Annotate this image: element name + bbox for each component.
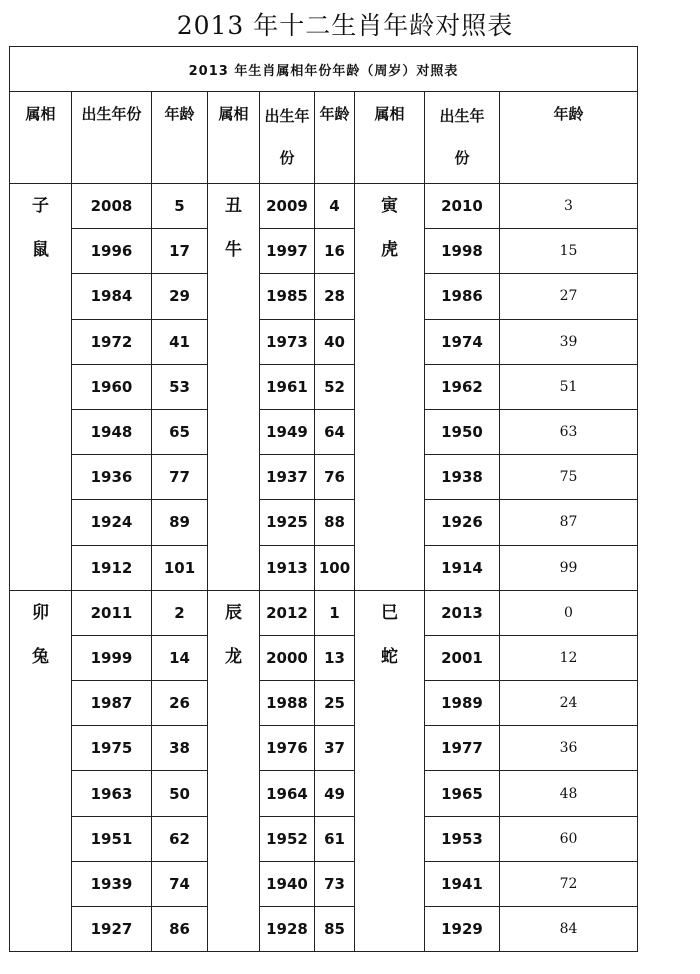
zodiac-char: 丑 bbox=[225, 196, 242, 216]
birth-year-cell: 1987 bbox=[72, 681, 152, 726]
birth-year-cell: 1989 bbox=[425, 681, 500, 726]
age-cell: 61 bbox=[315, 816, 355, 861]
age-cell: 36 bbox=[500, 726, 638, 771]
birth-year-cell: 1976 bbox=[260, 726, 315, 771]
age-cell: 15 bbox=[500, 229, 638, 274]
header-zodiac-2: 属相 bbox=[208, 92, 260, 184]
birth-year-cell: 1929 bbox=[425, 907, 500, 952]
age-cell: 49 bbox=[315, 771, 355, 816]
age-cell: 27 bbox=[500, 274, 638, 319]
age-cell: 40 bbox=[315, 319, 355, 364]
table-row bbox=[10, 274, 638, 319]
age-cell: 64 bbox=[315, 409, 355, 454]
birth-year-cell: 1998 bbox=[425, 229, 500, 274]
zodiac-char: 寅 bbox=[381, 196, 398, 216]
age-cell: 1 bbox=[315, 590, 355, 635]
birth-year-cell: 1950 bbox=[425, 409, 500, 454]
birth-year-cell: 1997 bbox=[260, 229, 315, 274]
birth-year-cell: 1964 bbox=[260, 771, 315, 816]
header-age-3: 年龄 bbox=[500, 92, 638, 184]
age-cell: 62 bbox=[152, 816, 208, 861]
birth-year-cell: 1940 bbox=[260, 861, 315, 906]
zodiac-char: 辰 bbox=[225, 602, 242, 623]
zodiac-cell bbox=[10, 184, 72, 591]
age-cell: 89 bbox=[152, 500, 208, 545]
birth-year-cell: 1914 bbox=[425, 545, 500, 590]
zodiac-char: 龙 bbox=[225, 646, 242, 667]
zodiac-char: 卯 bbox=[32, 602, 49, 623]
age-cell: 53 bbox=[152, 364, 208, 409]
birth-year-cell: 2008 bbox=[72, 184, 152, 229]
age-cell: 4 bbox=[315, 184, 355, 229]
birth-year-cell: 1985 bbox=[260, 274, 315, 319]
birth-year-cell: 2000 bbox=[260, 635, 315, 680]
zodiac-char: 兔 bbox=[32, 646, 49, 667]
age-cell: 24 bbox=[500, 681, 638, 726]
zodiac-age-table-container bbox=[9, 46, 637, 952]
birth-year-cell: 1963 bbox=[72, 771, 152, 816]
table-row bbox=[10, 816, 638, 861]
birth-year-cell: 1962 bbox=[425, 364, 500, 409]
zodiac-cell bbox=[355, 590, 425, 952]
header-birth-year-2: 出生年份 bbox=[260, 92, 315, 184]
age-cell: 73 bbox=[315, 861, 355, 906]
birth-year-cell: 1913 bbox=[260, 545, 315, 590]
zodiac-cell bbox=[208, 590, 260, 952]
table-row bbox=[10, 590, 638, 635]
age-cell: 60 bbox=[500, 816, 638, 861]
birth-year-cell: 1927 bbox=[72, 907, 152, 952]
age-cell: 25 bbox=[315, 681, 355, 726]
table-row bbox=[10, 229, 638, 274]
zodiac-char: 牛 bbox=[225, 240, 242, 260]
age-cell: 51 bbox=[500, 364, 638, 409]
birth-year-cell: 1912 bbox=[72, 545, 152, 590]
age-cell: 85 bbox=[315, 907, 355, 952]
birth-year-cell: 1960 bbox=[72, 364, 152, 409]
age-cell: 101 bbox=[152, 545, 208, 590]
birth-year-cell: 1952 bbox=[260, 816, 315, 861]
birth-year-cell: 1939 bbox=[72, 861, 152, 906]
age-cell: 84 bbox=[500, 907, 638, 952]
age-cell: 0 bbox=[500, 590, 638, 635]
header-birth-year-3: 出生年份 bbox=[425, 92, 500, 184]
header-zodiac-3: 属相 bbox=[355, 92, 425, 184]
birth-year-cell: 1937 bbox=[260, 455, 315, 500]
birth-year-cell: 2010 bbox=[425, 184, 500, 229]
age-cell: 41 bbox=[152, 319, 208, 364]
birth-year-cell: 2001 bbox=[425, 635, 500, 680]
table-row bbox=[10, 184, 638, 229]
table-row bbox=[10, 319, 638, 364]
zodiac-age-table bbox=[9, 46, 638, 952]
birth-year-cell: 1973 bbox=[260, 319, 315, 364]
table-row bbox=[10, 500, 638, 545]
age-cell: 76 bbox=[315, 455, 355, 500]
age-cell: 52 bbox=[315, 364, 355, 409]
table-row bbox=[10, 455, 638, 500]
age-cell: 99 bbox=[500, 545, 638, 590]
birth-year-cell: 1996 bbox=[72, 229, 152, 274]
age-cell: 16 bbox=[315, 229, 355, 274]
birth-year-cell: 1938 bbox=[425, 455, 500, 500]
birth-year-cell: 1999 bbox=[72, 635, 152, 680]
age-cell: 88 bbox=[315, 500, 355, 545]
age-cell: 5 bbox=[152, 184, 208, 229]
birth-year-cell: 1988 bbox=[260, 681, 315, 726]
age-cell: 63 bbox=[500, 409, 638, 454]
table-row bbox=[10, 545, 638, 590]
age-cell: 48 bbox=[500, 771, 638, 816]
age-cell: 2 bbox=[152, 590, 208, 635]
age-cell: 50 bbox=[152, 771, 208, 816]
age-cell: 74 bbox=[152, 861, 208, 906]
birth-year-cell: 1949 bbox=[260, 409, 315, 454]
birth-year-cell: 1925 bbox=[260, 500, 315, 545]
birth-year-cell: 1961 bbox=[260, 364, 315, 409]
age-cell: 100 bbox=[315, 545, 355, 590]
birth-year-cell: 1948 bbox=[72, 409, 152, 454]
header-age-1: 年龄 bbox=[152, 92, 208, 184]
birth-year-cell: 1965 bbox=[425, 771, 500, 816]
age-cell: 14 bbox=[152, 635, 208, 680]
age-cell: 87 bbox=[500, 500, 638, 545]
age-cell: 13 bbox=[315, 635, 355, 680]
header-row bbox=[10, 92, 638, 184]
age-cell: 3 bbox=[500, 184, 638, 229]
zodiac-char: 鼠 bbox=[32, 240, 49, 260]
table-row bbox=[10, 409, 638, 454]
birth-year-cell: 2013 bbox=[425, 590, 500, 635]
zodiac-char: 子 bbox=[32, 196, 49, 216]
birth-year-cell: 1953 bbox=[425, 816, 500, 861]
page-title: 2013 年十二生肖年龄对照表 bbox=[176, 11, 514, 40]
birth-year-cell: 1972 bbox=[72, 319, 152, 364]
table-row bbox=[10, 771, 638, 816]
birth-year-cell: 1951 bbox=[72, 816, 152, 861]
age-cell: 77 bbox=[152, 455, 208, 500]
birth-year-cell: 1924 bbox=[72, 500, 152, 545]
age-cell: 29 bbox=[152, 274, 208, 319]
birth-year-cell: 1941 bbox=[425, 861, 500, 906]
birth-year-cell: 2009 bbox=[260, 184, 315, 229]
age-cell: 65 bbox=[152, 409, 208, 454]
birth-year-cell: 1975 bbox=[72, 726, 152, 771]
zodiac-cell bbox=[355, 184, 425, 591]
age-cell: 38 bbox=[152, 726, 208, 771]
birth-year-cell: 1926 bbox=[425, 500, 500, 545]
birth-year-cell: 1928 bbox=[260, 907, 315, 952]
zodiac-cell bbox=[10, 590, 72, 952]
age-cell: 17 bbox=[152, 229, 208, 274]
age-cell: 75 bbox=[500, 455, 638, 500]
birth-year-cell: 1936 bbox=[72, 455, 152, 500]
header-age-2: 年龄 bbox=[315, 92, 355, 184]
zodiac-cell bbox=[208, 184, 260, 591]
age-cell: 86 bbox=[152, 907, 208, 952]
table-row bbox=[10, 907, 638, 952]
age-cell: 28 bbox=[315, 274, 355, 319]
birth-year-cell: 1977 bbox=[425, 726, 500, 771]
zodiac-char: 虎 bbox=[381, 240, 398, 260]
birth-year-cell: 2011 bbox=[72, 590, 152, 635]
table-row bbox=[10, 681, 638, 726]
birth-year-cell: 1986 bbox=[425, 274, 500, 319]
age-cell: 37 bbox=[315, 726, 355, 771]
header-zodiac-1: 属相 bbox=[10, 92, 72, 184]
table-row bbox=[10, 635, 638, 680]
subtitle-row bbox=[10, 47, 638, 92]
age-cell: 72 bbox=[500, 861, 638, 906]
zodiac-char: 蛇 bbox=[381, 646, 398, 667]
table-row bbox=[10, 861, 638, 906]
table-row bbox=[10, 726, 638, 771]
age-cell: 39 bbox=[500, 319, 638, 364]
table-row bbox=[10, 364, 638, 409]
birth-year-cell: 1974 bbox=[425, 319, 500, 364]
age-cell: 12 bbox=[500, 635, 638, 680]
header-birth-year-1: 出生年份 bbox=[72, 92, 152, 184]
table-subtitle: 2013 年生肖属相年份年龄（周岁）对照表 bbox=[10, 47, 638, 92]
age-cell: 26 bbox=[152, 681, 208, 726]
table-body bbox=[10, 47, 638, 952]
birth-year-cell: 2012 bbox=[260, 590, 315, 635]
zodiac-char: 巳 bbox=[381, 602, 398, 623]
birth-year-cell: 1984 bbox=[72, 274, 152, 319]
